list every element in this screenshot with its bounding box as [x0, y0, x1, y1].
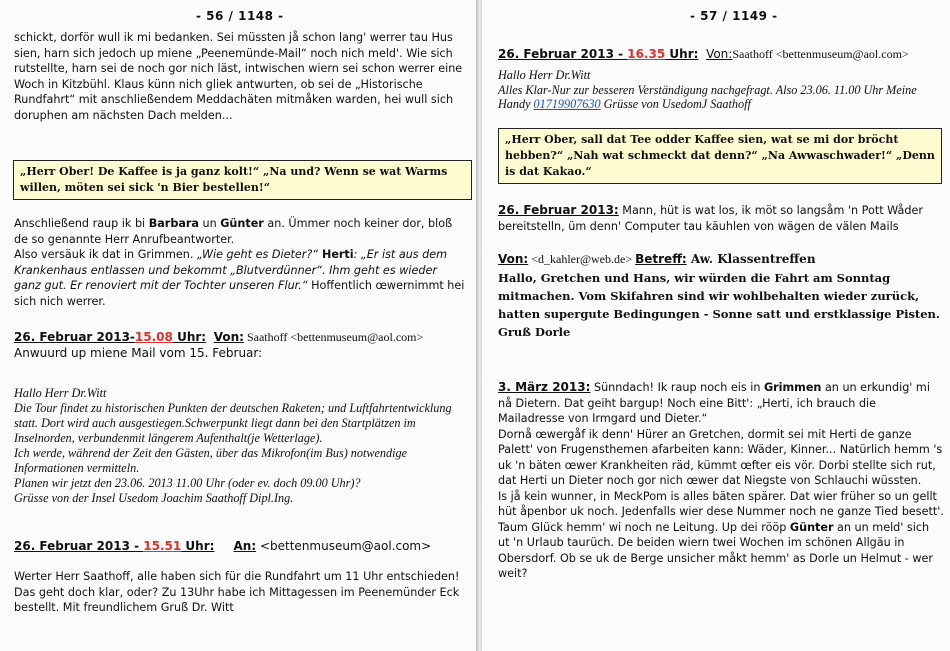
mail2-header [14, 539, 466, 555]
mail3-text-1: Alles Klar-Nur zur besseren Verständigung nachgefragt. Also 23.06. 11.00 Uhr Meine Handy [498, 82, 917, 111]
mail1-time: 15.08 [134, 330, 173, 344]
mail3-greeting: Hallo Herr Dr.Witt [498, 68, 591, 82]
name-herti: Herti [318, 248, 354, 261]
entry1-betreff-label: Betreff: [635, 252, 687, 266]
entry1-text: Mann, hüt is wat los, ik möt so langsåm 'n Pott Wåder bereitstelln, üm denn' Computer tau käuhlen von wägen de välen Mails [498, 204, 923, 233]
mail1-body [14, 386, 466, 506]
mail1-body-line: Ich werde, während der Zeit den Gästen, über das Mikrofon(im Bus) notwendige Informationen vermitteln. [14, 446, 407, 475]
mail1-date: 26. Februar 2013- [14, 330, 135, 344]
entry1-von-value: <d_kahler@web.de> [528, 252, 636, 266]
entry1-mail-body: Hallo, Gretchen und Hans, wir würden die Fahrt am Sonntag mitmachen. Vom Skifahren sind wir wohlbehalten wieder zurück, hatten supergute Bedingungen - Sonne satt und erstklassige Pisten. Gruß Dorle [498, 271, 940, 339]
page-number-right: - 57 / 1149 - [690, 9, 778, 23]
name-guenter: Günter [220, 217, 264, 230]
name-guenter-right: Günter [789, 520, 834, 534]
mail3-phone-link[interactable]: 01719907630 [533, 97, 601, 111]
call-answer: : „Er ist aus dem Krankenhaus entlassen und bekommt „Blutverdünner“. Ihm geht es wieder ganz gut. Er renoviert mit der Tochter unseren Flur.“ [14, 248, 448, 292]
entry2-para-3: Is jå kein wunner, in MeckPom is alles bäten spärer. Dat wier früher so un gellt hüt åpenbor uk noch. Jedenfalls wier dese Nummer noch ne ganze Tied besett'. [498, 489, 944, 518]
mail2-an-value: <bettenmuseum@aol.com> [259, 539, 432, 553]
joke-box-right [498, 128, 942, 184]
mail1-body-line: Grüsse von der Insel Usedom Joachim Saathoff Dipl.Ing. [14, 491, 294, 505]
mail1-header [14, 330, 466, 361]
mail3-header [498, 47, 944, 63]
entry1-von-label: Von: [498, 252, 529, 266]
mail3-von-label: Von: [706, 47, 733, 61]
entry2-para-4 [498, 520, 944, 582]
mail2-body: Werter Herr Saathoff, alle haben sich für die Rundfahrt um 11 Uhr entschieden! Das geht doch klar, oder? Zu 13Uhr habe ich Mittagessen im Peenemünder Eck bestellt. Mit freundlichem Gruß Dr. Witt [14, 570, 460, 614]
right-page [482, 0, 950, 651]
mail3-body [498, 68, 944, 112]
entry1-paragraph [498, 203, 944, 234]
intro-paragraph: schickt, dorför wull ik mi bedanken. Sei müssten jå schon lang' werrer tau Hus sien, harn sich jedoch up miene „Peenemünde-Mail“ noch nich meld'. Wie sich rutstellte, harn sei de noch gor nich läst, intwischen wiern sei schon werrer eine Woch in Kitzbühl. Klaus künn nich gliek antwurten, ob sei de „Historische Rundfahrt“ mit anschließendem Meddachäten mitmåken warden, hei wull sich doruphen am nächsten Dach melden... [14, 31, 463, 122]
entry2-para-2: Dornå œwergåf ik denn' Hürer an Gretchen, dormit sei mit Herti de ganze Palett' von Frugensthemen afarbeiten kann: Wäder, Kinner... Natürlich hemm 's uk 'n bäten œwer Krankheiten räd, kümmt œfter eis vör. Dorbi stellte sich rut, dat Herti un Dieter noch gor nich œwer dat Niegste von Schlauchi wüssten. [498, 427, 943, 487]
mail2-time: 15.51 [143, 539, 182, 553]
entry1-betreff-value: Aw. Klassentreffen [686, 252, 816, 266]
mail1-subject: Anwuurd up miene Mail vom 15. Februar: [14, 345, 263, 360]
call-text-4: Also versäuk ik dat in Grimmen. [14, 248, 197, 261]
mail1-von-value: Saathoff <bettenmuseum@aol.com> [243, 330, 424, 344]
mail1-body-line: Hallo Herr Dr.Witt [14, 386, 107, 400]
entry2-paragraph [498, 380, 944, 582]
entry2-text-5a: Taum Glück hemm' wi noch ne Leitung. Up dei rööp [498, 520, 790, 534]
mail3-text [498, 83, 944, 112]
mail3-date: 26. Februar 2013 - [498, 47, 628, 61]
entry2-text-1: Sünndach! Ik raup noch eis in [590, 381, 764, 394]
name-barbara: Barbara [148, 217, 199, 230]
call-text-1: Anschließend raup ik bi [14, 217, 149, 230]
mail2-uhr: Uhr: [181, 539, 215, 553]
mail1-body-line: Die Tour findet zu historischen Punkten der deutschen Raketen; und Luftfahrtentwicklung statt. Dort wird auch ausgestiegen.Schwerpunkt liegt dann bei den Startplätzen im Inselnorden, verbundenmit längerem Aufenthalt(je Wetterlage). [14, 401, 452, 445]
joke-box-left [13, 160, 472, 200]
call-question: „Wie geht es Dieter?“ [196, 248, 319, 261]
call-text-5: Hoffentlich œwernimmt hei sich nich werrer. [14, 279, 465, 308]
entry1-mail-header [498, 252, 944, 268]
mail2-an-label: An: [233, 539, 257, 553]
mail1-von-label: Von: [213, 330, 244, 344]
entry2-para-1 [498, 380, 944, 427]
entry2-text-5b: an un meld' sich ut 'n Urlaub taurüch. De beiden wiern twei Wochen im schönen Allgäu in Obersdorf. Ob se uk de Berge unsicher måkt hemm' as Dorle un Helmut - wer weit? [498, 520, 934, 580]
mail3-uhr: Uhr: [665, 47, 699, 61]
entry2-date: 3. März 2013: [498, 380, 591, 394]
call-text-3: an. Ümmer noch keiner dor, bloß de so genannte Herr Anrufbeantworter. [14, 217, 453, 246]
call-text-2: un [198, 217, 221, 230]
joke-text-right: „Herr Ober, sall dat Tee odder Kaffee sien, wat se mi dor bröcht hebben?“ „Nah wat schmeckt dat denn?“ „Na Awwaschwader!“ „Denn is dat Kakao.“ [505, 133, 935, 178]
call-paragraph [14, 216, 466, 309]
mail1-body-line: Planen wir jetzt den 23.06. 2013 11.00 Uhr (oder ev. doch 09.00 Uhr)? [14, 476, 361, 490]
place-grimmen: Grimmen [763, 381, 822, 394]
joke-text-left: „Herr Ober! De Kaffee is ja ganz kolt!“ „Na und? Wenn se wat Warms willen, möten sei sick 'n Bier bestellen!“ [20, 165, 448, 194]
entry2-text-2: an un erkundig' mi nå Dietern. Dat geiht bargup! Noch eine Bitt': „Herti, ich brauch die Mailadresse von Irmgard und Dieter.“ [498, 381, 930, 425]
mail3-time: 16.35 [627, 47, 666, 61]
mail1-uhr: Uhr: [172, 330, 207, 344]
mail2-date: 26. Februar 2013 - [14, 539, 144, 553]
mail3-von-value: Saathoff <bettenmuseum@aol.com> [732, 47, 909, 61]
page-number-left: - 56 / 1148 - [196, 9, 284, 23]
mail3-text-2: Grüsse von UsedomJ Saathoff [600, 97, 751, 111]
entry1-date: 26. Februar 2013: [498, 203, 619, 217]
